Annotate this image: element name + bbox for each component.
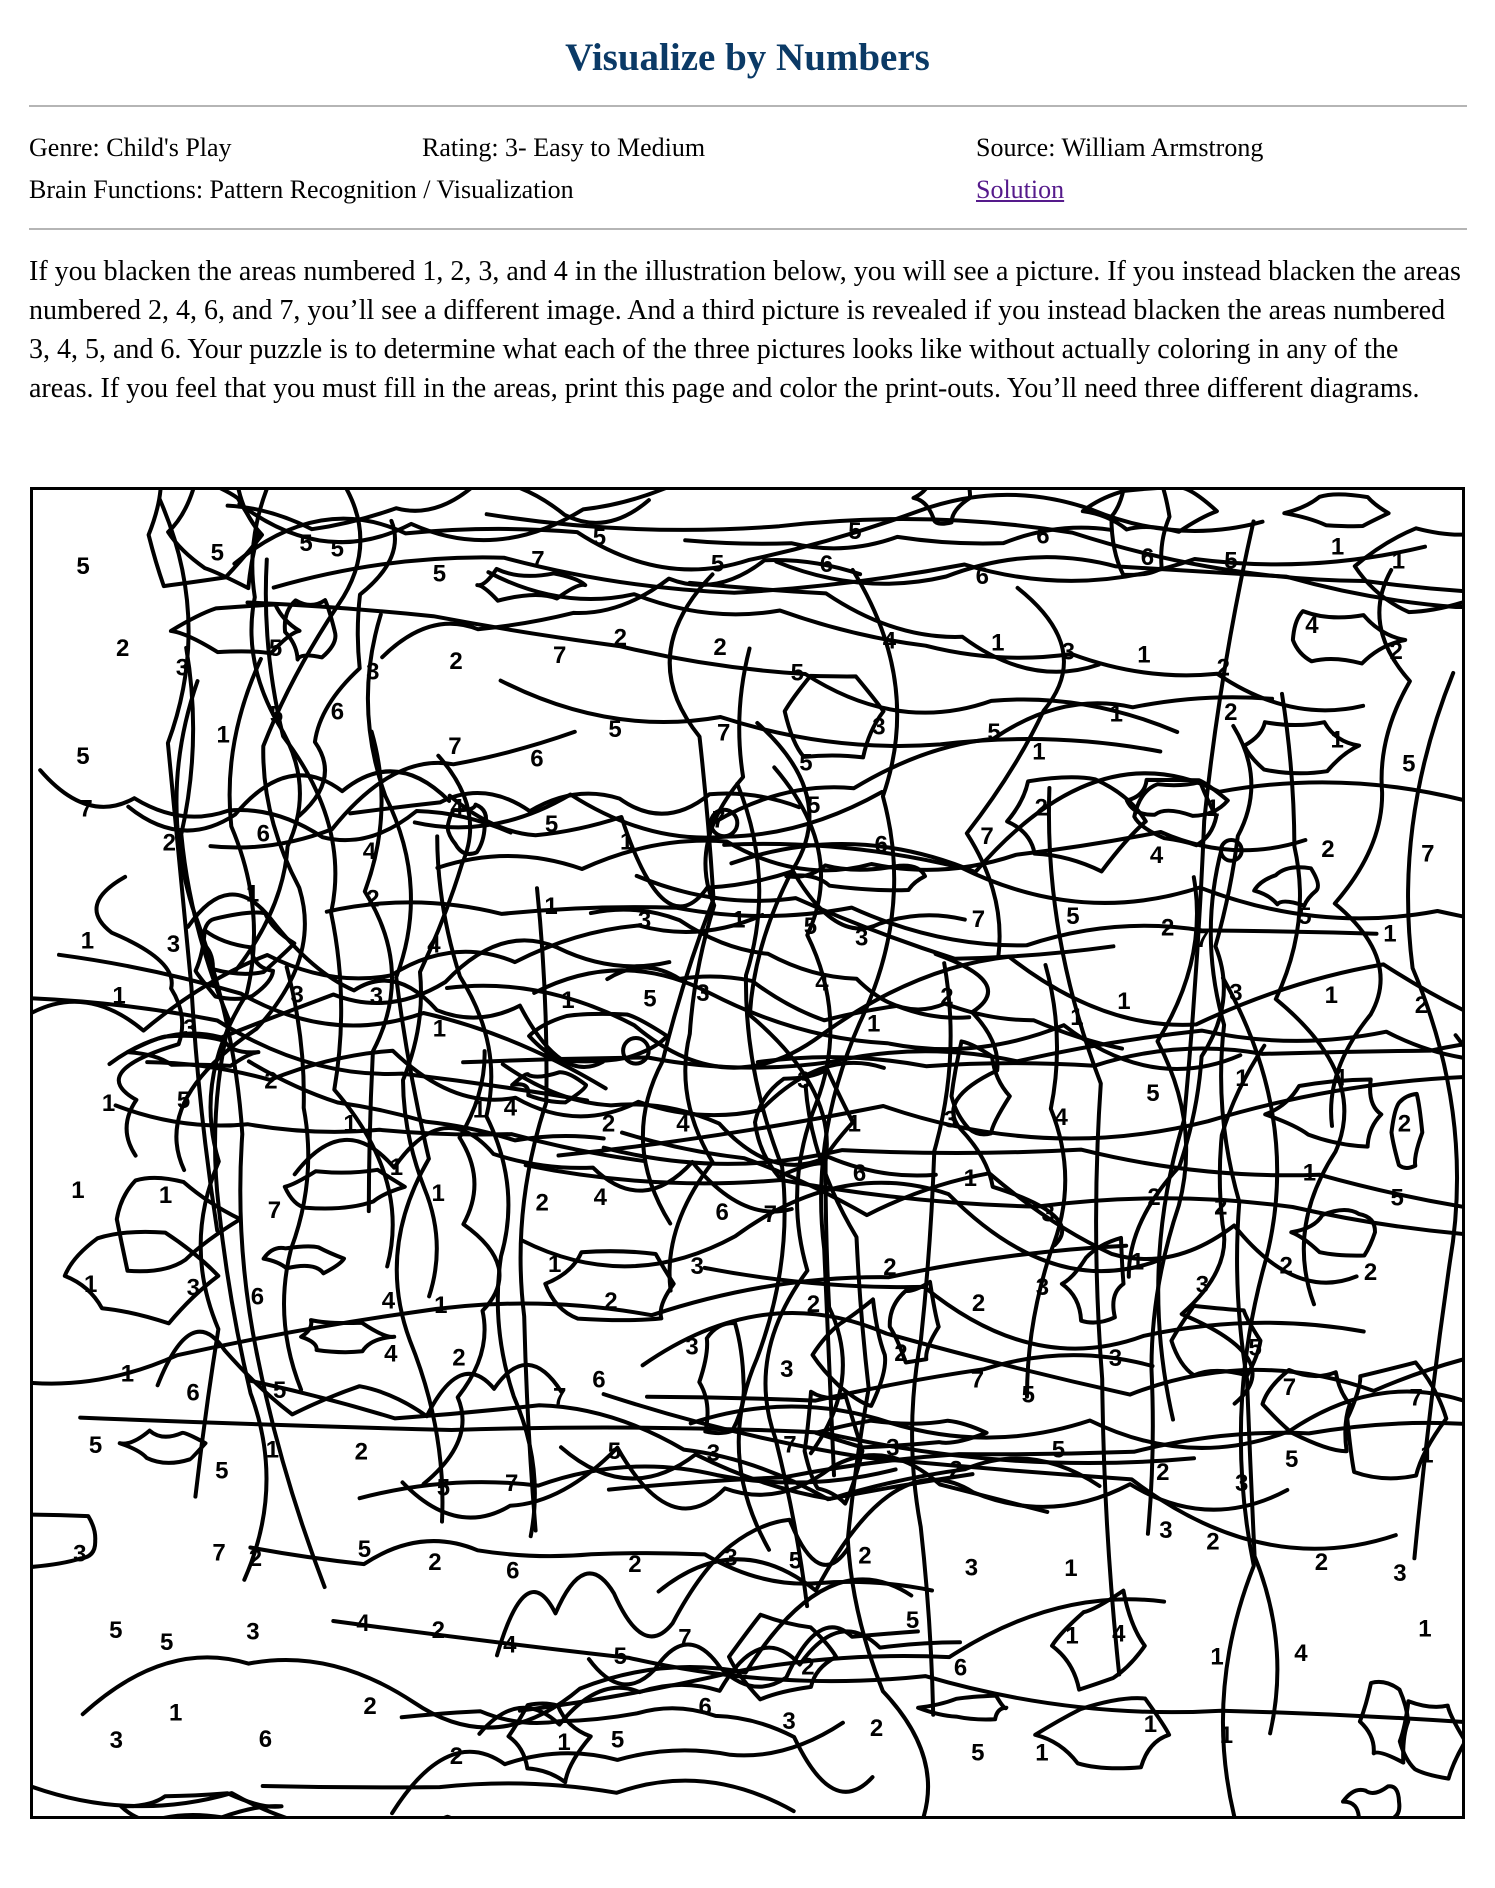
region-number: 1 [1219,1721,1234,1749]
region-number: 7 [712,806,726,834]
brain-functions-label: Brain Functions: Pattern Recognition / Visualization [29,175,574,204]
region-number: 1 [867,1010,881,1038]
region-number: 6 [530,745,544,773]
region-number: 3 [696,980,710,1008]
region-number: 1 [169,1699,183,1727]
region-number: 1 [620,828,634,856]
region-number: 1 [472,1096,487,1124]
region-number: 1 [732,906,746,934]
region-number: 5 [357,1535,372,1563]
region-number: 3 [872,713,886,741]
region-number: 5 [176,1087,191,1114]
region-number: 3 [706,1439,721,1467]
region-number: 2 [883,1254,897,1282]
region-number: 6 [953,1654,968,1682]
region-number: 6 [186,1379,200,1407]
region-number: 3 [1035,1274,1050,1302]
region-number: 2 [449,1743,464,1771]
region-number: 5 [607,1437,622,1465]
puzzle-description: If you blacken the areas numbered 1, 2, 3, and 4 in the illustration below, you will see a picture. If you instead blacken the areas numbered 2, 4, 6, and 7, you’ll see a different image. And a third picture is revealed if you instead blacken the areas numbered 3, 4, 5, and 6. Your puzzle is to determine what each of the three pictures looks like without actually coloring in any of the areas. If you feel that you must fill in the areas, print this page and color the print-outs. You’ll need three different diagrams. [29,256,1461,404]
region-number: 6 [258,1726,273,1754]
region-number: 2 [971,1290,986,1318]
region-number: 5 [788,1547,803,1575]
region-number: 3 [782,1707,796,1735]
region-number: 2 [1206,1528,1220,1556]
region-number: 1 [245,880,260,908]
region-number: 7 [763,1201,777,1229]
region-number: 4 [1305,612,1319,639]
region-number: 7 [678,1624,692,1652]
region-number: 7 [1195,925,1210,953]
region-number: 5 [790,659,804,687]
region-number: 6 [715,1198,729,1226]
region-number: 2 [1216,654,1230,682]
region-number: 1 [1418,1615,1432,1643]
region-number: 1 [963,1164,977,1192]
region-number: 7 [971,906,986,934]
region-number: 1 [1035,1739,1049,1767]
region-number: 5 [273,1376,287,1404]
region-number: 5 [610,1726,625,1754]
region-number: 3 [855,924,869,952]
region-number: 3 [1393,1560,1407,1588]
region-number: 2 [713,633,727,661]
region-number: 1 [216,721,230,749]
region-number: 1 [1210,1643,1224,1671]
region-number: 2 [264,1067,278,1095]
region-number: 5 [330,535,344,563]
region-number: 7 [717,719,731,747]
region-number: 3 [290,981,304,1009]
region-number: 3 [166,930,181,958]
region-number: 5 [971,1739,985,1767]
region-number: 6 [852,1160,867,1188]
region-number: 1 [1206,794,1220,822]
region-number: 7 [970,1366,985,1394]
region-number: 1 [561,986,575,1014]
region-number: 1 [991,629,1005,657]
region-number: 1 [1070,1003,1084,1031]
region-number: 7 [980,822,994,850]
region-number: 3 [109,1727,123,1755]
region-number: 5 [1224,547,1238,575]
region-number: 5 [987,718,1001,746]
region-number: 2 [1161,914,1175,942]
region-number: 1 [847,1110,861,1138]
region-number: 1 [1330,726,1344,754]
region-number: 1 [1137,641,1151,669]
region-number: 5 [109,1617,123,1644]
region-number: 2 [452,1344,466,1372]
region-number: 1 [1330,533,1345,561]
region-number: 3 [1061,638,1075,666]
region-number: 5 [613,1642,627,1670]
region-number: 1 [120,1360,135,1388]
region-number: 6 [330,698,345,726]
region-number: 6 [819,551,834,578]
region-number: 4 [381,1287,396,1315]
region-number: 5 [1248,1334,1262,1362]
region-number: 4 [450,794,464,822]
region-number: 3 [1041,1200,1055,1228]
region-number: 5 [608,716,622,744]
genre-label: Genre: Child's Play [29,133,232,162]
region-number: 3 [1195,1271,1210,1299]
region-number: 3 [186,1274,200,1302]
region-number: 4 [356,1610,370,1637]
region-number: 5 [160,1628,174,1656]
region-number: 5 [1402,750,1416,778]
region-number: 1 [1130,1248,1145,1276]
region-number: 2 [1279,1252,1293,1280]
page-title: Visualize by Numbers [565,36,930,79]
region-number: 1 [1235,1065,1249,1093]
region-number: 2 [949,1456,963,1484]
region-number: 1 [343,1110,357,1138]
region-number: 5 [799,749,813,777]
region-number: 3 [1159,1517,1173,1544]
region-number: 3 [724,1544,738,1572]
region-number: 2 [613,624,627,652]
region-number: 2 [1214,1193,1228,1221]
region-number: 2 [801,1653,815,1681]
region-number: 1 [557,1729,571,1757]
region-number: 6 [256,820,270,848]
region-number: 5 [269,701,284,729]
region-number: 4 [1149,842,1164,869]
region-number: 5 [803,912,818,940]
region-number: 2 [1224,699,1238,727]
region-number: 4 [362,838,377,866]
region-number: 3 [175,654,190,682]
region-number: 5 [1051,1436,1066,1464]
region-number: 7 [505,1469,519,1497]
region-number: 2 [1156,1458,1170,1486]
region-number: 3 [780,1356,794,1384]
region-number: 4 [1054,1103,1068,1131]
region-number: 5 [88,1432,103,1460]
region-number: 3 [246,1618,260,1646]
region-number: 7 [212,1539,226,1567]
region-number: 2 [858,1542,872,1570]
region-number: 1 [112,982,126,1010]
region-number: 3 [73,1540,87,1568]
region-number: 2 [1389,638,1403,666]
region-number: 1 [1117,988,1131,1016]
region-number: 3 [183,1014,197,1042]
source-label: Source: William Armstrong [976,133,1264,162]
region-number: 6 [1140,544,1155,571]
region-number: 1 [1383,920,1397,948]
region-number: 1 [1032,738,1046,766]
region-number: 1 [101,1089,116,1117]
region-number: 1 [80,927,95,955]
region-number: 1 [432,1015,447,1043]
puzzle-line-art [33,490,1462,1816]
region-number: 7 [1421,840,1435,868]
region-number: 5 [432,560,447,588]
region-number: 2 [1314,1548,1329,1576]
region-number: 1 [389,1154,404,1181]
region-number: 3 [1235,1470,1249,1498]
region-number: 7 [267,1196,282,1224]
region-number: 4 [384,1340,398,1368]
region-number: 2 [940,983,954,1011]
region-number: 2 [366,885,380,913]
header-divider-bottom [29,228,1467,230]
region-number: 3 [1229,979,1243,1007]
region-number: 1 [1420,1441,1434,1469]
region-number: 1 [1302,1159,1317,1187]
region-number: 2 [601,1110,616,1138]
region-number: 2 [1414,991,1429,1019]
region-number: 2 [248,1544,263,1572]
region-number: 2 [1147,1183,1161,1211]
region-number: 3 [886,1434,900,1462]
region-number: 2 [354,1438,368,1466]
region-number: 1 [431,1180,445,1208]
region-number: 5 [76,553,90,581]
region-number: 5 [1298,902,1312,930]
region-number: 2 [869,1714,884,1742]
region-number: 4 [882,627,897,655]
region-number: 3 [964,1554,979,1582]
region-number: 4 [427,931,441,959]
region-number: 3 [943,1106,958,1134]
region-number: 1 [1143,1710,1158,1738]
region-number: 1 [84,1270,98,1298]
region-number: 2 [431,1617,445,1645]
region-number: 5 [710,550,725,578]
region-number: 1 [544,892,558,920]
region-number: 1 [1391,547,1406,575]
region-number: 2 [604,1288,618,1315]
region-number: 5 [544,811,559,839]
region-number: 5 [848,517,862,545]
region-number: 3 [637,906,652,934]
region-number: 2 [1397,1110,1412,1138]
region-number: 4 [815,969,829,997]
region-number: 3 [369,983,384,1011]
region-number: 2 [894,1340,908,1368]
region-number: 7 [553,641,567,669]
region-number: 7 [531,546,545,574]
region-number: 5 [1146,1080,1160,1108]
region-number: 7 [1282,1373,1297,1401]
region-number: 2 [116,635,130,663]
region-number: 1 [1109,700,1123,728]
region-number: 5 [1021,1381,1035,1409]
solution-link[interactable]: Solution [976,175,1065,204]
region-number: 6 [874,831,888,859]
region-number: 5 [215,1457,229,1485]
region-number: 2 [806,1291,821,1318]
rating-label: Rating: 3- Easy to Medium [422,133,706,162]
region-number: 5 [643,985,657,1013]
region-number: 4 [503,1631,517,1659]
region-number: 7 [448,733,462,760]
region-number: 3 [690,1252,704,1280]
region-number: 7 [1409,1384,1423,1412]
region-number: 2 [428,1549,442,1576]
region-number: 2 [535,1189,549,1217]
region-number: 1 [158,1182,173,1209]
region-number: 4 [593,1184,607,1212]
region-number: 7 [553,1383,567,1411]
region-number: 2 [162,829,176,857]
region-number: 5 [1066,903,1080,931]
region-number: 2 [449,647,463,675]
region-number: 5 [299,529,313,557]
region-number: 3 [1108,1345,1123,1373]
region-number: 2 [1321,836,1335,863]
region-number: 1 [1324,982,1338,1009]
region-number: 6 [506,1557,520,1585]
region-number: 1 [548,1251,562,1279]
region-number: 6 [698,1693,712,1721]
region-number: 1 [434,1292,448,1319]
region-number: 1 [1064,1554,1078,1582]
region-number: 5 [1390,1184,1404,1212]
region-number: 7 [783,1431,797,1459]
region-number: 6 [250,1283,265,1311]
region-number: 5 [210,539,224,567]
region-number: 1 [1065,1622,1079,1650]
region-number: 5 [905,1607,920,1635]
region-number: 5 [1285,1446,1299,1473]
region-number: 3 [685,1333,699,1361]
puzzle-illustration [30,487,1465,1819]
region-number: 2 [1034,794,1048,822]
region-number: 4 [1332,1064,1347,1092]
region-number: 5 [76,743,90,770]
region-number: 1 [71,1176,85,1204]
region-number: 6 [592,1366,606,1394]
region-number: 5 [807,792,821,820]
region-number: 3 [797,1067,811,1095]
region-number: 2 [1363,1259,1378,1287]
header-divider-top [29,105,1467,107]
region-number: 5 [436,1474,451,1502]
region-number: 6 [975,563,989,591]
region-number: 4 [1112,1620,1126,1648]
region-number: 3 [366,658,380,686]
region-number: 2 [363,1693,377,1720]
region-number: 5 [268,634,283,662]
region-number: 2 [628,1551,642,1579]
region-number: 7 [79,795,93,823]
region-number: 4 [676,1110,690,1138]
region-number: 4 [503,1094,518,1122]
region-number: 1 [265,1436,280,1464]
region-number: 4 [1294,1640,1308,1668]
region-number: 5 [592,523,607,551]
region-number: 6 [1036,522,1050,550]
